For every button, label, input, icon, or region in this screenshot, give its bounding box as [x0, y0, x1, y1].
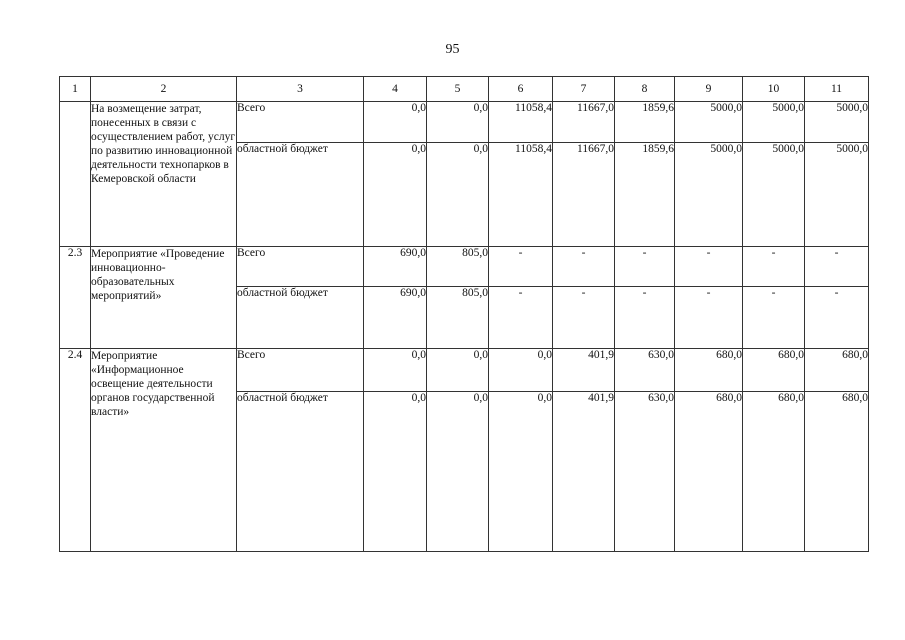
amount-cell: 11667,0 [553, 143, 615, 247]
item-number [60, 102, 91, 247]
amount-cell: 1859,6 [615, 143, 675, 247]
amount-cell: 0,0 [364, 349, 427, 392]
amount-cell: 5000,0 [675, 102, 743, 143]
amount-cell: 5000,0 [743, 143, 805, 247]
page-number: 95 [445, 42, 460, 57]
amount-cell: - [553, 287, 615, 349]
amount-cell: 630,0 [615, 392, 675, 552]
header-row [60, 77, 869, 102]
amount-cell: - [615, 287, 675, 349]
amount-cell: - [805, 247, 869, 287]
amount-cell: - [743, 287, 805, 349]
column-header: 7 [553, 77, 615, 102]
item-number: 2.4 [60, 349, 91, 552]
amount-cell: 680,0 [805, 392, 869, 552]
funding-source: областной бюджет [237, 392, 364, 552]
amount-cell: 680,0 [805, 349, 869, 392]
funding-source: областной бюджет [237, 287, 364, 349]
amount-cell: 805,0 [427, 287, 489, 349]
column-header: 2 [91, 77, 237, 102]
activity-title: Мероприятие «Информационное освещение деятельности органов государственной власти» [91, 349, 237, 552]
amount-cell: - [553, 247, 615, 287]
amount-cell: - [675, 287, 743, 349]
amount-cell: 680,0 [743, 392, 805, 552]
table-row [60, 247, 869, 287]
column-header: 9 [675, 77, 743, 102]
amount-cell: 401,9 [553, 349, 615, 392]
amount-cell: 680,0 [675, 392, 743, 552]
column-header: 4 [364, 77, 427, 102]
amount-cell: 5000,0 [743, 102, 805, 143]
funding-source: Всего [237, 247, 364, 287]
activity-title: Мероприятие «Проведение инновационно-образовательных мероприятий» [91, 247, 237, 349]
amount-cell: - [675, 247, 743, 287]
amount-cell: 680,0 [743, 349, 805, 392]
column-header: 8 [615, 77, 675, 102]
amount-cell: 680,0 [675, 349, 743, 392]
budget-table [59, 76, 869, 552]
amount-cell: 0,0 [364, 143, 427, 247]
amount-cell: 805,0 [427, 247, 489, 287]
amount-cell: 11058,4 [489, 143, 553, 247]
amount-cell: 5000,0 [805, 143, 869, 247]
amount-cell: 0,0 [364, 392, 427, 552]
column-header: 10 [743, 77, 805, 102]
activity-title: На возмещение затрат, понесенных в связи с осуществлением работ, услуг по развитию инновационной деятельности технопарков в Кемеровской области [91, 102, 237, 247]
funding-source: Всего [237, 349, 364, 392]
amount-cell: 0,0 [364, 102, 427, 143]
amount-cell: 0,0 [489, 349, 553, 392]
funding-source: областной бюджет [237, 143, 364, 247]
amount-cell: - [489, 247, 553, 287]
amount-cell: 0,0 [427, 102, 489, 143]
column-header: 3 [237, 77, 364, 102]
column-header: 6 [489, 77, 553, 102]
amount-cell: - [743, 247, 805, 287]
amount-cell: 0,0 [427, 349, 489, 392]
item-number: 2.3 [60, 247, 91, 349]
amount-cell: 690,0 [364, 247, 427, 287]
amount-cell: - [489, 287, 553, 349]
amount-cell: - [805, 287, 869, 349]
column-header: 5 [427, 77, 489, 102]
amount-cell: 401,9 [553, 392, 615, 552]
amount-cell: 690,0 [364, 287, 427, 349]
amount-cell: 5000,0 [805, 102, 869, 143]
amount-cell: 11667,0 [553, 102, 615, 143]
amount-cell: 0,0 [489, 392, 553, 552]
column-header: 1 [60, 77, 91, 102]
column-header: 11 [805, 77, 869, 102]
amount-cell: 0,0 [427, 143, 489, 247]
amount-cell: 5000,0 [675, 143, 743, 247]
amount-cell: 11058,4 [489, 102, 553, 143]
amount-cell: 1859,6 [615, 102, 675, 143]
amount-cell: 0,0 [427, 392, 489, 552]
table-row [60, 349, 869, 392]
funding-source: Всего [237, 102, 364, 143]
amount-cell: 630,0 [615, 349, 675, 392]
amount-cell: - [615, 247, 675, 287]
table-row [60, 102, 869, 143]
